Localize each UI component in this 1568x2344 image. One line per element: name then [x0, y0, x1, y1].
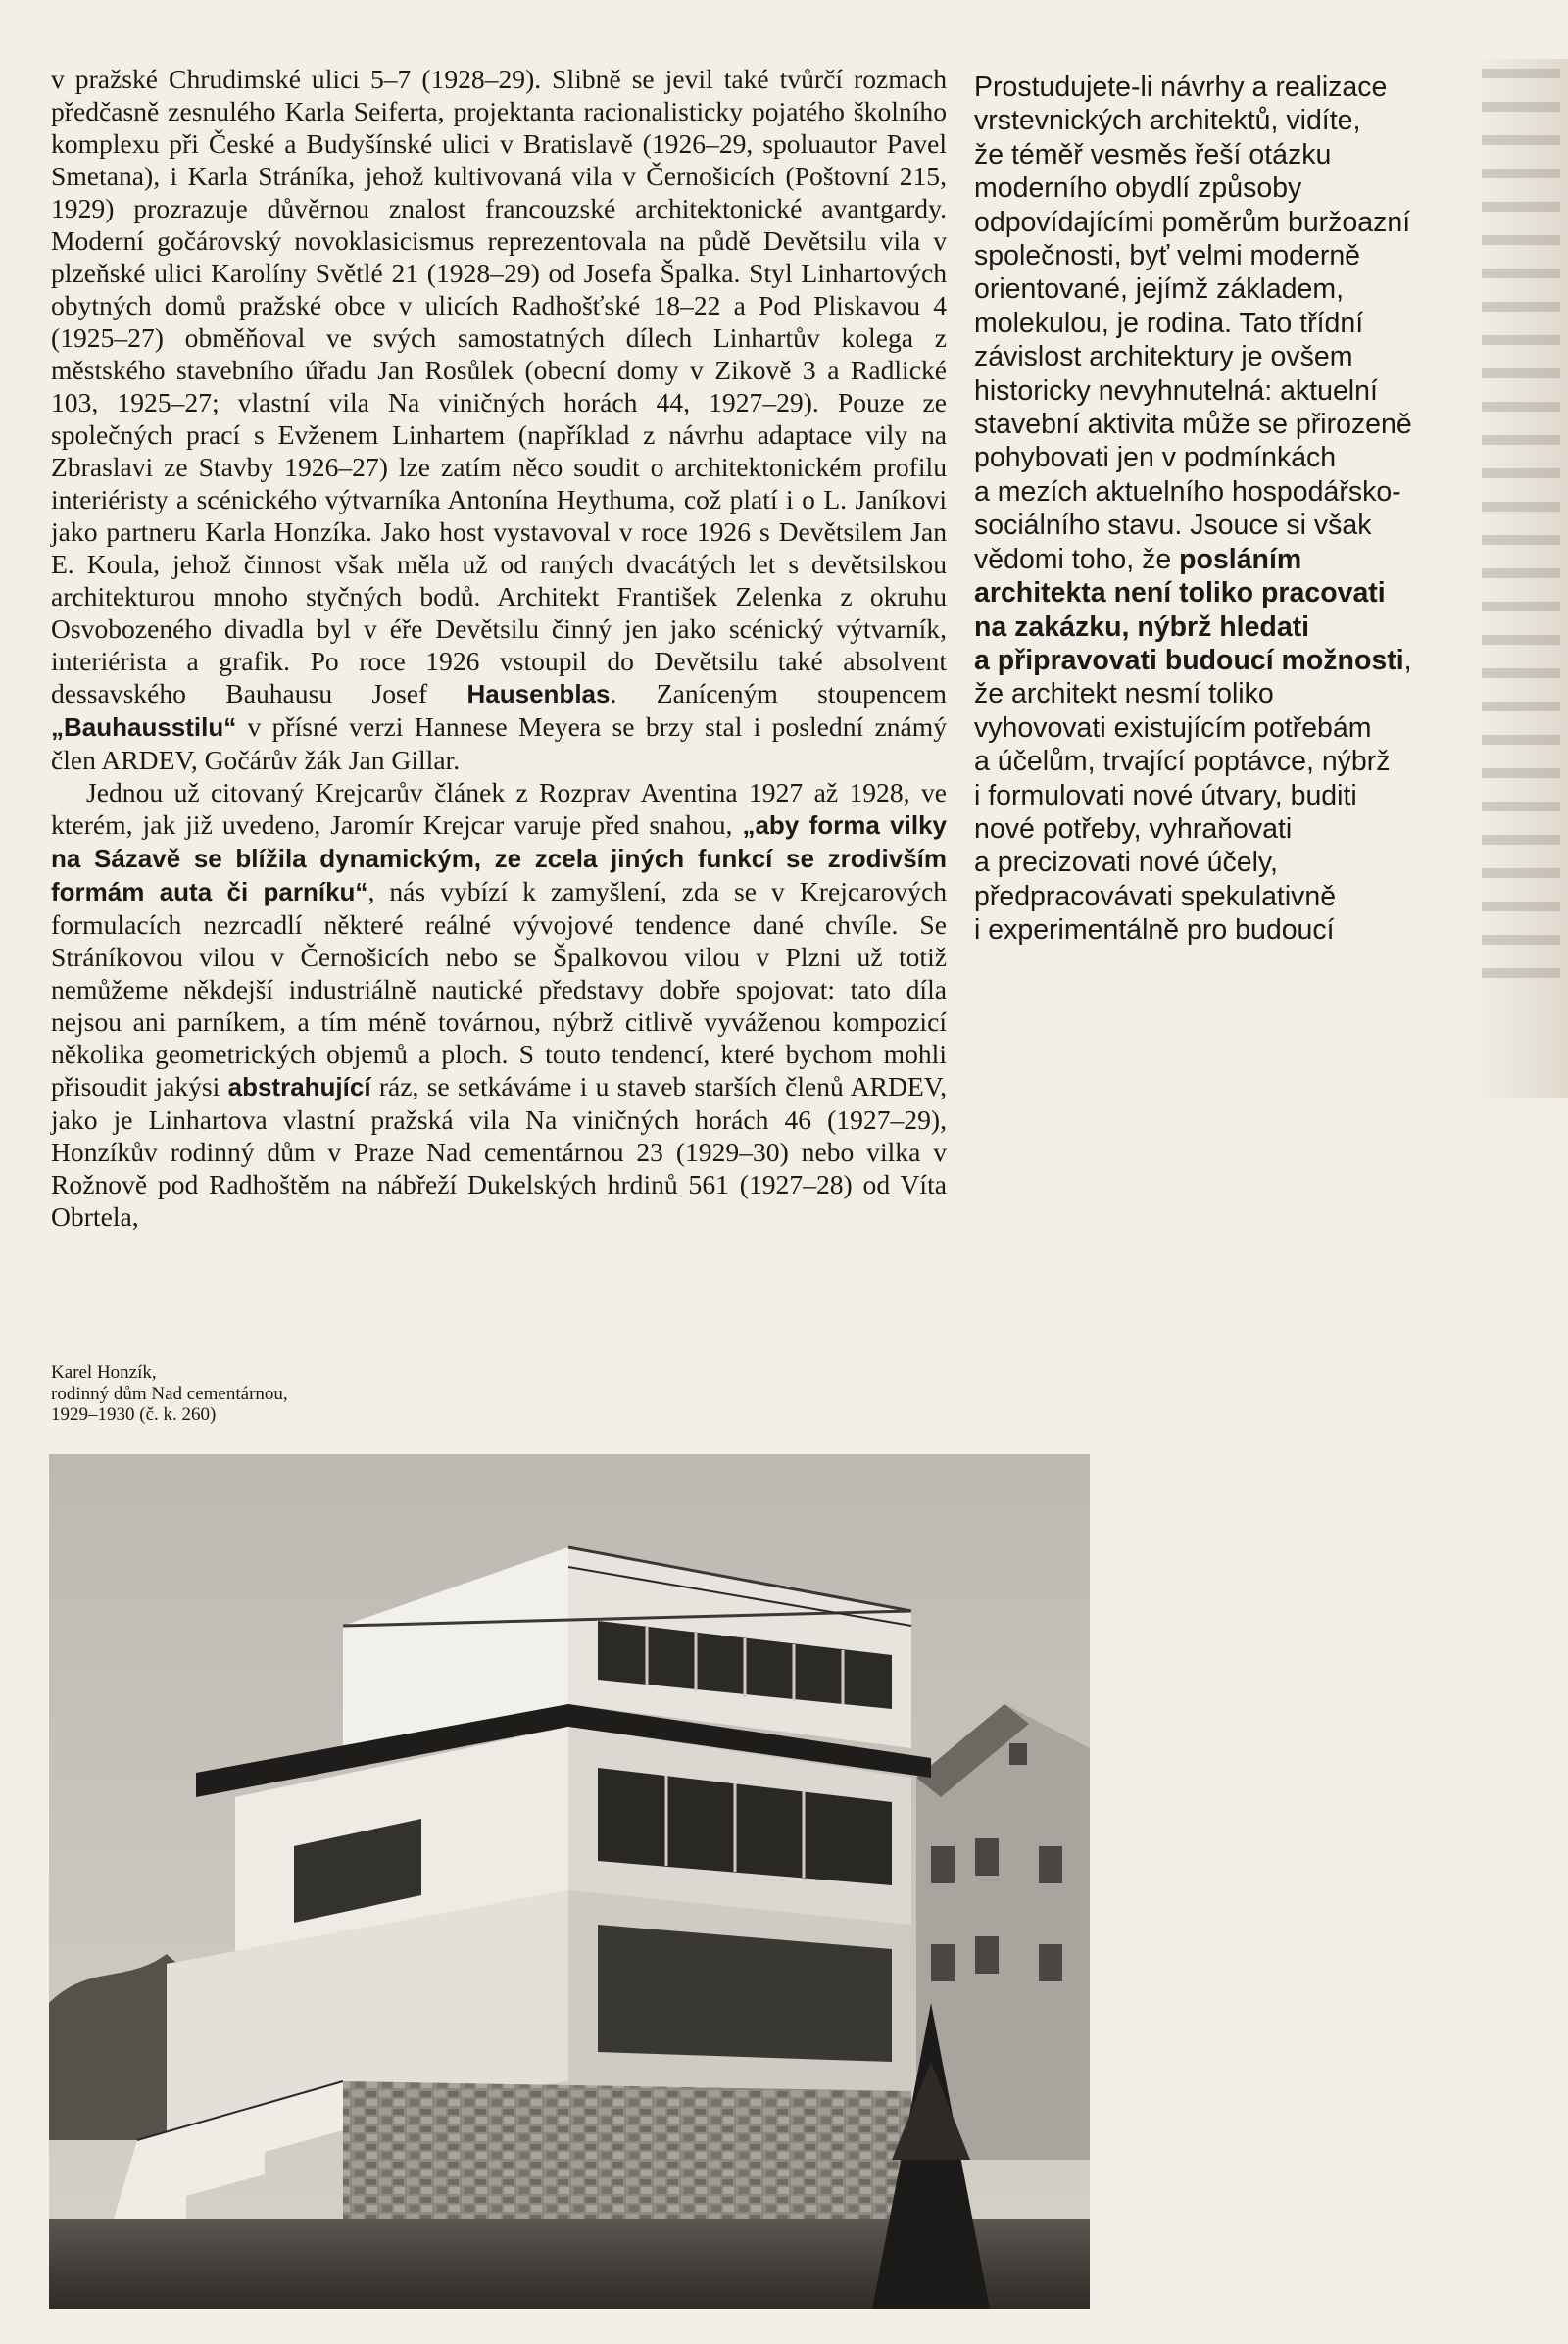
- p1-seg: v pražské Chrudimské ulici 5–7 (1928–29). Slibně se jevil také tvůrčí rozmach předčasně zesnulého Karla Seiferta, projektanta racionalisticky pojatého školního komplexu při České a Budyšínské ulici v Bratislavě (1926–29, spoluautor Pavel Smetana), i Karla Stráníka, jehož kultivovaná vila v Černošicích (Poštovní 215, 1929) prozrazuje důvěrnou znalost francouzské architektonické avantgardy. Moderní gočárovský novoklasicismus reprezentovala na půdě Devětsilu vila v plzeňské ulici Karolíny Světlé 21 (1928–29) od Josefa Špalka. Styl Linhartových obytných domů pražské obce v ulicích Radhošťské 18–22 a Pod Pliskavou 4 (1925–27) obměňoval ve svých samostatných dílech Linhartův kolega z městského stavebního úřadu Jan Rosůlek (obecní domy v Zikově 3 a Radlické 103, 1925–27; vlastní vila Na viničných horách 44, 1927–29). Pouze ze společných prací s Evženem Linhartem (například z návrhu adaptace vily na Zbraslavi ze Stavby 1926–27) lze zatím něco soudit o architektonickém profilu interiéristy a scénického výtvarníka Antonína Heythuma, což platí i o L. Janíkovi jako partneru Karla Honzíka. Jako host vystavoval v roce 1926 s Devětsilem Jan E. Koula, jehož činnost však měla už od raných dvacátých let s devětsilskou architekturou mnoho styčných bodů. Architekt František Zelenka z okruhu Osvobozeného divadla byl v éře Devětsilu činný jen jako scénický výtvarník, interiérista a grafik. Po roce 1926 vstoupil do Devětsilu také absolvent dessavského Bauhausu Josef: [51, 64, 947, 708]
- side-line: předpracovávati spekulativně: [974, 880, 1337, 912]
- side-line: a účelům, trvající poptávce, nýbrž: [974, 746, 1391, 778]
- p1-seg: v přísné verzi Hannese Meyera se brzy stal i poslední známý člen ARDEV, Gočárův žák Jan Gillar.: [51, 711, 947, 775]
- side-bold-poslanim: posláním: [1179, 543, 1302, 575]
- side-line: i experimentálně pro budoucí: [974, 914, 1335, 947]
- side-line: historicky nevyhnutelná: aktuelní: [974, 374, 1378, 407]
- side-line: vrstevnických architektů, vidíte,: [974, 105, 1361, 137]
- caption-line: rodinný dům Nad cementárnou,: [51, 1383, 288, 1404]
- main-text-column: [51, 63, 947, 1233]
- side-line: sociálního stavu. Jsouce si však: [974, 510, 1372, 542]
- side-line: že téměř vesměs řeší otázku: [974, 138, 1332, 171]
- side-line-bold: [974, 610, 1464, 644]
- side-line: odpovídajícími poměrům buržoazní: [974, 206, 1411, 238]
- side-line: závislost architektury je ovšem: [974, 341, 1353, 373]
- p2-seg: Jednou už citovaný Krejcarův článek z Rozprav Aventina 1927 až 1928, ve kterém, jak již uvedeno, Jaromír Krejcar varuje před snahou,: [51, 777, 947, 840]
- side-bold-line: na zakázku, nýbrž hledati: [974, 610, 1310, 643]
- side-seg: vědomi toho, že: [974, 543, 1180, 575]
- side-line: a precizovati nové účely,: [974, 847, 1278, 879]
- house-photograph: [49, 1454, 1090, 2309]
- side-line: pohybovati jen v podmínkách: [974, 442, 1337, 474]
- side-line: molekulou, je rodina. Tato třídní: [974, 307, 1364, 339]
- p2-bold-quote: „aby forma vilky na Sázavě se blížila dynamickým, ze zcela jiných funkcí se zrodivším formám auta či parníku“: [51, 810, 947, 906]
- side-quote-column: [974, 71, 1464, 948]
- side-line: moderního obydlí způsoby: [974, 172, 1302, 205]
- side-line: [974, 644, 1464, 677]
- house-photo-illustration: [49, 1454, 1090, 2309]
- p1-bold-bauhausstil: „Bauhausstilu“: [51, 712, 237, 742]
- side-line: že architekt nesmí toliko: [974, 678, 1274, 710]
- side-bold-line: a připravovati budoucí možnosti: [974, 644, 1404, 676]
- adjacent-page-bleed: [1470, 59, 1568, 1098]
- side-line: Prostudujete-li návrhy a realizace: [974, 72, 1388, 103]
- p2-seg: ráz, se setkáváme i u staveb starších členů ARDEV, jako je Linhartova vlastní pražská vila Na viničných horách 46 (1927–29), Honzíkův rodinný dům v Praze Nad cementárnou 23 (1929–30) nebo vilka v Rožnově pod Radhoštěm na nábřeží Dukelských hrdinů 561 (1927–28) od Víta Obrtela,: [51, 1071, 948, 1232]
- p2-seg: , nás vybízí k zamyšlení, zda se v Krejcarových formulacích nezrcadlí některé reálné vývojové tendence dané chvíle. Se Stráníkovou vilou v Černošicích nebo se Špalkovou vilou v Plzni už totiž nemůžeme někdejší industriálně nautické představy dobře spojovat: tato díla nejsou ani parníkem, a tím méně továrnou, nýbrž citlivě vyváženou kompozicí několika geometrických objemů a ploch. S touto tendencí, které bychom mohli přisoudit jakýsi: [51, 876, 947, 1101]
- side-line: i formulovati nové útvary, buditi: [974, 779, 1357, 811]
- caption-line: Karel Honzík,: [51, 1362, 157, 1383]
- side-line: společnosti, byť velmi moderně: [974, 240, 1361, 272]
- side-line: [974, 543, 1464, 576]
- side-line: nové potřeby, vyhraňovati: [974, 812, 1293, 845]
- caption-line: 1929–1930 (č. k. 260): [51, 1404, 217, 1425]
- p1-seg: . Zaníceným stoupencem: [610, 678, 947, 708]
- p1-bold-hausenblas: Hausenblas: [466, 679, 611, 708]
- side-line: stavební aktivita může se přirozeně: [974, 409, 1412, 441]
- photo-caption: [51, 1362, 443, 1426]
- side-line: orientované, jejímž základem,: [974, 273, 1345, 306]
- side-line: a mezích aktuelního hospodářsko-: [974, 475, 1401, 508]
- side-line-bold: [974, 576, 1464, 610]
- side-seg: ,: [1403, 644, 1412, 676]
- body-paragraph-2: [51, 776, 947, 1233]
- side-bold-line: architekta není toliko pracovati: [974, 577, 1386, 610]
- side-line: vyhovovati existujícím potřebám: [974, 711, 1372, 744]
- body-paragraph-1: [51, 63, 947, 776]
- p2-bold-abstrahujici: abstrahující: [227, 1072, 371, 1101]
